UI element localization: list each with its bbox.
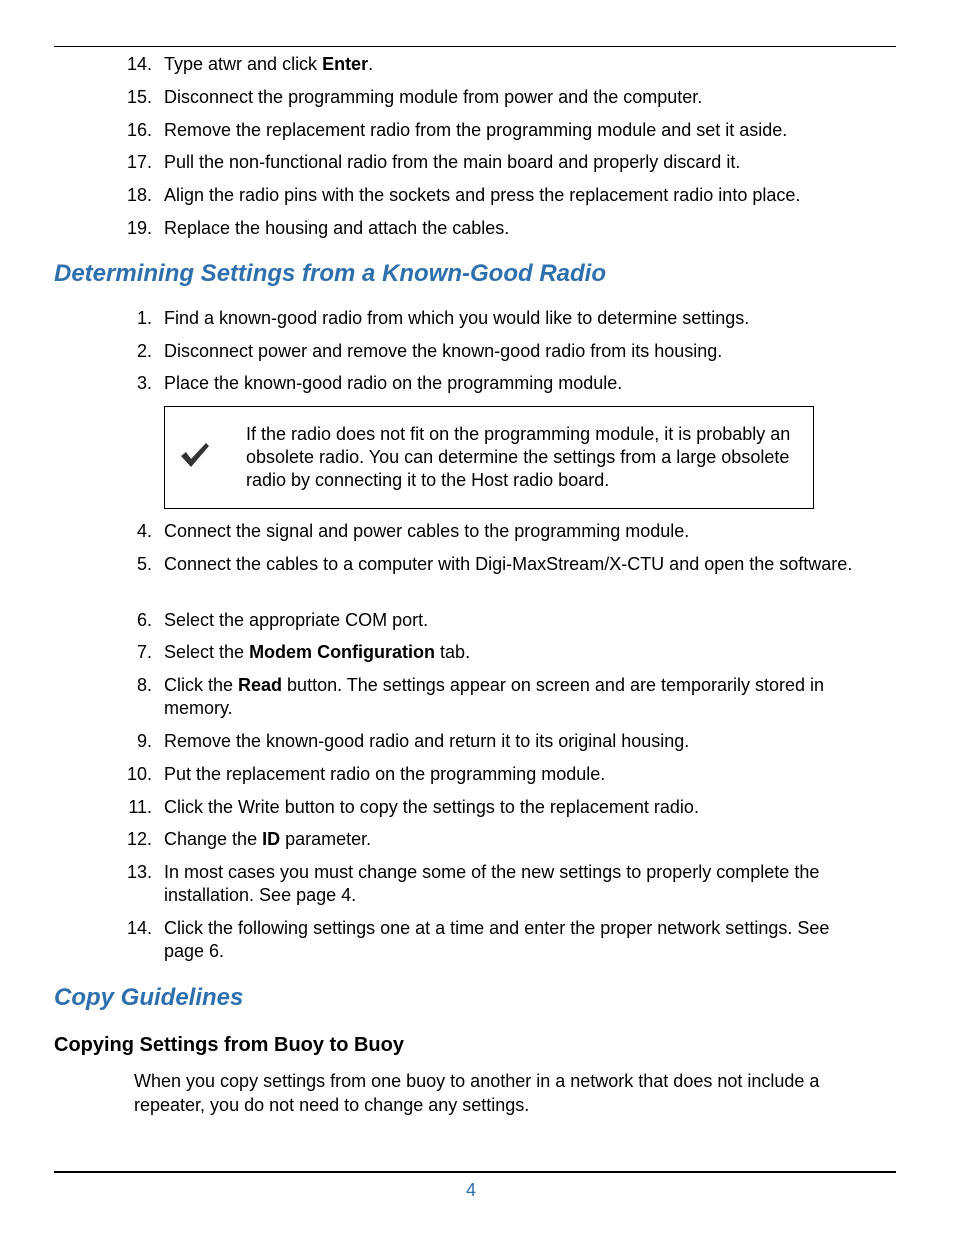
list-item-number: 5. — [136, 554, 152, 574]
list-item-number: 17. — [126, 152, 152, 172]
list-item-text — [164, 641, 864, 664]
text-run: Connect the signal and power cables to the programming module. — [164, 521, 690, 541]
list-item-text — [164, 609, 864, 632]
list-item-number: 8. — [136, 675, 152, 695]
list-item-text — [164, 53, 864, 76]
list-item-number: 2. — [136, 341, 152, 361]
footer-rule — [54, 1171, 896, 1173]
list-item-text — [164, 307, 864, 330]
text-run: Select the appropriate COM port. — [164, 610, 429, 630]
list-item-text — [164, 217, 864, 240]
list-item-text — [164, 119, 864, 142]
text-run: . — [368, 54, 374, 74]
text-run: Align the radio pins with the sockets and press the replacement radio into place. — [164, 185, 801, 205]
list-item-text — [164, 184, 864, 207]
page-number: 4 — [465, 1180, 476, 1200]
list-item-text — [164, 674, 864, 720]
text-run: Connect the cables to a computer with Digi-MaxStream/X-CTU and open the software. — [164, 554, 853, 574]
list-item-number: 1. — [136, 308, 152, 328]
note-box — [164, 406, 814, 509]
header-rule — [54, 46, 896, 47]
list-item-number: 16. — [126, 120, 152, 140]
body-paragraph: When you copy settings from one buoy to another in a network that does not include a repeater, you do not need to change any settings. — [134, 1071, 820, 1115]
list-item-text — [164, 763, 864, 786]
list-item-number: 3. — [136, 373, 152, 393]
text-run: Replace the housing and attach the cables. — [164, 218, 510, 238]
list-item-number: 19. — [126, 218, 152, 238]
list-item-text — [164, 86, 864, 109]
list-item-text — [164, 828, 864, 851]
text-run: Place the known-good radio on the programming module. — [164, 373, 623, 393]
list-item-number: 13. — [126, 862, 152, 882]
list-item-number: 11. — [128, 797, 152, 817]
bold-term: Modem Configuration — [249, 642, 436, 662]
subsection-title-buoy-to-buoy: Copying Settings from Buoy to Buoy — [54, 1034, 404, 1056]
text-run: Find a known-good radio from which you would like to determine settings. — [164, 308, 750, 328]
text-run: Disconnect the programming module from power and the computer. — [164, 87, 703, 107]
list-item-number: 7. — [136, 642, 152, 662]
list-item-text — [164, 520, 864, 543]
list-item-text — [164, 861, 864, 907]
list-item-number: 12. — [126, 829, 152, 849]
text-run: Pull the non-functional radio from the main board and properly discard it. — [164, 152, 741, 172]
section-title-known-good-radio: Determining Settings from a Known-Good Radio — [54, 260, 606, 287]
note-text: If the radio does not fit on the programming module, it is probably an obsolete radio. You can determine the settings from a large obsolete radio by connecting it to the Host radio board. — [246, 424, 791, 490]
list-item-number: 9. — [136, 731, 152, 751]
text-run: Remove the known-good radio and return it to its original housing. — [164, 731, 690, 751]
list-item-number: 4. — [136, 521, 152, 541]
text-run: Disconnect power and remove the known-good radio from its housing. — [164, 341, 723, 361]
text-run: Click the following settings one at a time and enter the proper network settings. See page 6. — [164, 918, 830, 961]
text-run: Click the — [164, 675, 239, 695]
text-run: tab. — [435, 642, 471, 662]
text-run: parameter. — [280, 829, 372, 849]
list-item-number: 14. — [126, 54, 152, 74]
list-item-number: 10. — [126, 764, 152, 784]
bold-term: ID — [262, 829, 281, 849]
section-title-copy-guidelines: Copy Guidelines — [54, 984, 244, 1011]
text-run: Select the — [164, 642, 250, 662]
list-item-number: 18. — [126, 185, 152, 205]
text-run: Type atwr and click — [164, 54, 323, 74]
list-item-text — [164, 553, 864, 576]
text-run: In most cases you must change some of the new settings to properly complete the installation. See page 4. — [164, 862, 820, 905]
list-item-text — [164, 340, 864, 363]
text-run: Remove the replacement radio from the programming module and set it aside. — [164, 120, 788, 140]
list-item-text — [164, 796, 864, 819]
text-run: Click the Write button to copy the settings to the replacement radio. — [164, 797, 699, 817]
text-run: button. The settings appear on screen and are temporarily stored in memory. — [164, 675, 825, 718]
list-item-number: 6. — [136, 610, 152, 630]
list-item-number: 15. — [126, 87, 152, 107]
list-item-text — [164, 151, 864, 174]
checkmark-icon — [179, 440, 211, 470]
list-item-number: 14. — [126, 918, 152, 938]
bold-term: Read — [238, 675, 283, 695]
list-item-text — [164, 372, 864, 395]
bold-term: Enter — [322, 54, 369, 74]
list-item-text — [164, 730, 864, 753]
text-run: Change the — [164, 829, 263, 849]
text-run: Put the replacement radio on the programming module. — [164, 764, 606, 784]
list-item-text — [164, 917, 864, 963]
